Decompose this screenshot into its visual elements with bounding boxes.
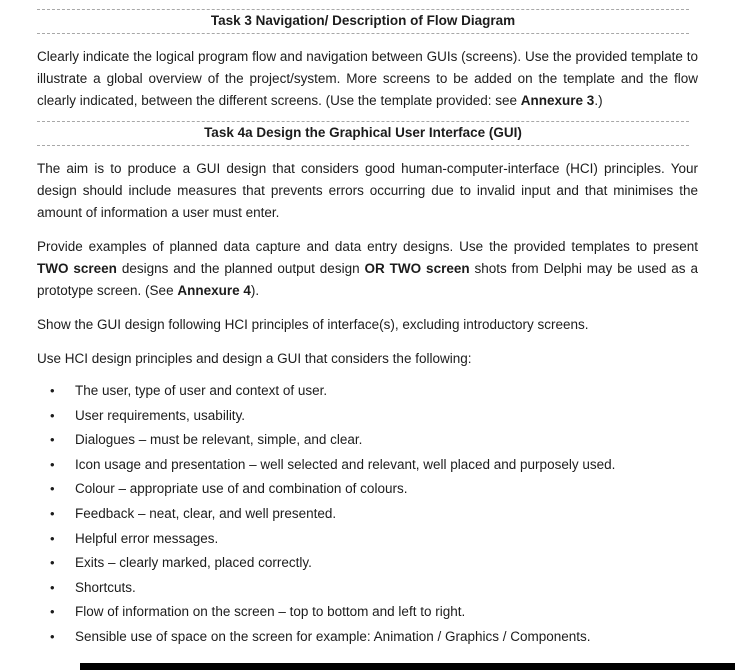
bullet-marker: •	[50, 505, 55, 521]
bullet-item-label: User requirements, usability.	[75, 407, 246, 423]
hci-considerations-list	[37, 379, 698, 650]
bullet-item	[37, 600, 698, 625]
bullet-item	[37, 379, 698, 404]
task-4a-aim	[37, 158, 698, 224]
task-4a-show-design-segment-0: Show the GUI design following HCI principles of interface(s), excluding introductory screens.	[37, 317, 589, 332]
bullet-item-label: Exits – clearly marked, placed correctly.	[75, 555, 312, 571]
bullet-marker: •	[50, 407, 55, 423]
task-4a-examples-segment-3: OR TWO screen	[364, 261, 470, 276]
bullet-item	[37, 477, 698, 502]
bullet-item-label: The user, type of user and context of user.	[75, 383, 328, 398]
task-3-heading-label: Task 3 Navigation/ Description of Flow Diagram	[210, 13, 516, 28]
bullet-marker: •	[50, 481, 55, 497]
task-3-description-segment-2: .)	[594, 93, 603, 108]
task-4a-examples-segment-6: ).	[250, 283, 260, 298]
bullet-item	[37, 502, 698, 527]
bullet-item	[37, 404, 698, 429]
task-4a-use-principles	[37, 348, 698, 370]
task-4a-heading	[37, 121, 689, 146]
bullet-item-label: Icon usage and presentation – well selected and relevant, well placed and purposely used.	[75, 456, 616, 472]
bullet-item	[37, 551, 698, 576]
bullet-item-label: Dialogues – must be relevant, simple, and clear.	[75, 432, 363, 448]
bullet-marker: •	[50, 383, 55, 398]
task-4a-examples-segment-1: TWO screen	[37, 261, 117, 276]
bullet-item-label: Colour – appropriate use of and combination of colours.	[75, 481, 408, 497]
task-4a-examples-segment-5: Annexure 4	[177, 283, 251, 298]
bullet-item-label: Feedback – neat, clear, and well presented.	[75, 505, 337, 521]
next-table-top-border	[80, 663, 735, 670]
bullet-item-label: Helpful error messages.	[75, 530, 219, 546]
task-4a-examples	[37, 236, 698, 302]
bullet-item-label: Flow of information on the screen – top to bottom and left to right.	[75, 604, 466, 620]
task-3-heading	[37, 9, 689, 34]
task-4a-show-design	[37, 314, 698, 336]
bullet-item	[37, 576, 698, 601]
task-3-description	[37, 46, 698, 112]
task-4a-use-principles-segment-0: Use HCI design principles and design a GUI that considers the following:	[37, 351, 472, 366]
bullet-item	[37, 625, 698, 650]
task-4a-examples-segment-0: Provide examples of planned data capture and data entry designs. Use the provided templates to present	[37, 239, 698, 254]
bullet-marker: •	[50, 555, 55, 571]
bullet-marker: •	[50, 628, 55, 644]
bullet-marker: •	[50, 579, 55, 595]
task-4a-examples-segment-4: shots from Delphi may be used as a prototype screen. (See	[37, 261, 698, 298]
task-3-description-segment-0: Clearly indicate the logical program flow and navigation between GUIs (screens). Use the provided template to illustrate a global overview of the project/system. More screens to be added on the template and the flow clearly indicated, between the different screens. (Use the template provided: see	[37, 49, 698, 108]
bullet-item	[37, 453, 698, 478]
bullet-marker: •	[50, 456, 55, 472]
bullet-marker: •	[50, 604, 55, 620]
bullet-item	[37, 428, 698, 453]
bullet-marker: •	[50, 530, 55, 546]
bullet-item-label: Sensible use of space on the screen for example: Animation / Graphics / Components.	[75, 628, 591, 644]
task-4a-aim-segment-0: The aim is to produce a GUI design that considers good human-computer-interface (HCI) principles. Your design should include measures that prevents errors occurring due to invalid input and that minimises the amount of information a user must enter.	[37, 161, 698, 220]
task-3-description-segment-1: Annexure 3	[520, 93, 595, 108]
task-4a-examples-segment-2: designs and the planned output design	[116, 261, 365, 276]
document-content	[0, 9, 735, 650]
bullet-marker: •	[50, 432, 55, 448]
bullet-item-label: Shortcuts.	[75, 579, 136, 595]
task-4a-heading-label: Task 4a Design the Graphical User Interface (GUI)	[204, 125, 522, 140]
bullet-item	[37, 527, 698, 552]
